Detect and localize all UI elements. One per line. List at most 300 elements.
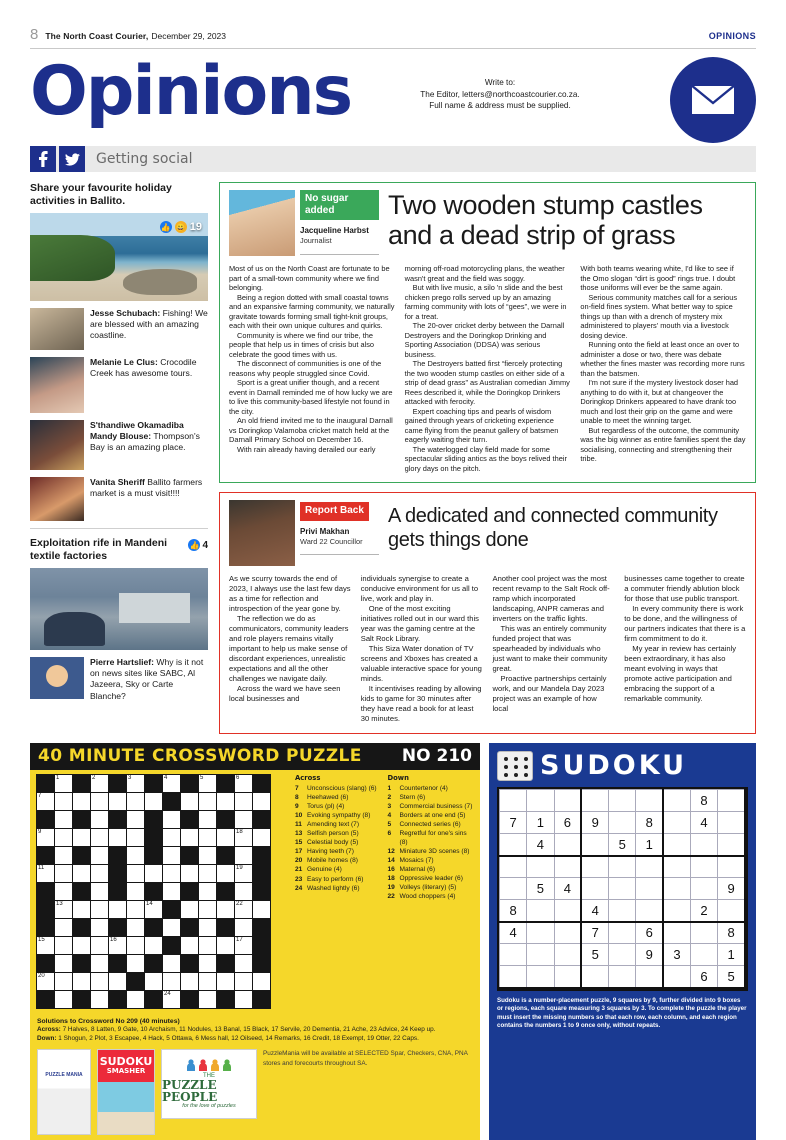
crossword-cell[interactable] — [55, 919, 73, 937]
crossword-cell[interactable] — [91, 793, 109, 811]
write-to-line2: The Editor, letters@northcoastcourier.co.za. — [420, 89, 580, 99]
crossword-body — [30, 770, 480, 1014]
paragraph: My year in review has certainly been extraordinary, it has also meant evolving in ways that promote active participation and embracing the support of a remarkable community. — [624, 644, 737, 703]
crossword-cell[interactable] — [235, 973, 253, 991]
crossword-cell[interactable] — [145, 973, 163, 991]
crossword-cell[interactable] — [127, 793, 145, 811]
crossword-cell[interactable] — [235, 793, 253, 811]
sudoku-empty-cell[interactable] — [690, 834, 717, 856]
sudoku-empty-cell[interactable] — [718, 790, 745, 812]
crossword-cell[interactable] — [163, 991, 181, 1009]
crossword-cell[interactable] — [199, 883, 217, 901]
sudoku-empty-cell[interactable] — [500, 834, 527, 856]
crossword-cell[interactable] — [163, 973, 181, 991]
crossword-cell[interactable] — [127, 865, 145, 883]
paragraph: In every community there is work to be done, and the willingness of our partners indicates that there is a firm commitment to do it. — [624, 604, 746, 643]
write-to-line3: Full name & address must be supplied. — [429, 101, 571, 110]
crossword-cell[interactable] — [55, 973, 73, 991]
crossword-block — [145, 955, 163, 973]
crossword-row — [37, 865, 271, 883]
author-photo — [229, 190, 295, 256]
crossword-grid[interactable] — [36, 774, 288, 1009]
crossword-cell[interactable] — [217, 937, 235, 955]
crossword-cell[interactable] — [109, 829, 127, 847]
sudoku-empty-cell[interactable] — [663, 900, 690, 922]
author-role: Ward 22 Councillor — [300, 536, 363, 546]
crossword-cell[interactable] — [109, 901, 127, 919]
sudoku-empty-cell[interactable] — [636, 856, 663, 878]
sudoku-empty-cell[interactable] — [609, 922, 636, 944]
crossword-cell[interactable] — [145, 937, 163, 955]
sudoku-empty-cell[interactable] — [500, 790, 527, 812]
crossword-cell[interactable] — [55, 955, 73, 973]
paragraph: It incentivises reading by allowing kids to game for 30 minutes after they have read a book for at least 30 minutes. — [360, 684, 482, 723]
sudoku-row — [500, 812, 746, 834]
crossword-cell[interactable] — [145, 865, 163, 883]
sudoku-empty-cell[interactable] — [609, 878, 636, 900]
clue-item — [388, 857, 475, 866]
crossword-number: NO 210 — [401, 746, 472, 766]
sudoku-empty-cell[interactable] — [690, 944, 717, 966]
crossword-cell[interactable] — [163, 919, 181, 937]
crossword-cell[interactable] — [127, 847, 145, 865]
sudoku-empty-cell[interactable] — [663, 812, 690, 834]
sidebar-heading-row — [30, 182, 208, 208]
facebook-icon[interactable] — [30, 146, 56, 172]
crossword-cell[interactable] — [55, 883, 73, 901]
sudoku-given-cell: 5 — [581, 944, 608, 966]
crossword-cell[interactable] — [235, 955, 253, 973]
sidebar-heading: Share your favourite holiday activities in Ballito. — [30, 182, 172, 207]
clue-number: 7 — [295, 784, 299, 792]
clue-item — [295, 885, 382, 894]
section-label: OPINIONS — [708, 31, 756, 41]
crossword-cell[interactable] — [235, 829, 253, 847]
sudoku-empty-cell[interactable] — [636, 790, 663, 812]
sudoku-empty-cell[interactable] — [663, 790, 690, 812]
puzzle-people-logo[interactable] — [161, 1049, 257, 1119]
cell-number: 17 — [236, 937, 243, 943]
crossword-cell[interactable] — [181, 937, 199, 955]
byline-text — [300, 190, 379, 256]
crossword-cell[interactable] — [235, 937, 253, 955]
crossword-cell[interactable] — [181, 793, 199, 811]
crossword-cell[interactable] — [127, 991, 145, 1009]
sudoku-given-cell: 1 — [636, 834, 663, 856]
crossword-cell[interactable] — [127, 811, 145, 829]
sudoku-given-cell: 4 — [500, 922, 527, 944]
crossword-block — [163, 937, 181, 955]
crossword-cell[interactable] — [91, 973, 109, 991]
comment-text — [90, 308, 208, 350]
crossword-cell[interactable] — [235, 883, 253, 901]
crossword-cell[interactable] — [73, 973, 91, 991]
sudoku-empty-cell[interactable] — [663, 922, 690, 944]
twitter-icon[interactable] — [59, 146, 85, 172]
crossword-block — [217, 775, 235, 793]
crossword-cell[interactable] — [55, 937, 73, 955]
paragraph: This was an entirely community funded project that was spearheaded by individuals who just want to make their community great. — [492, 624, 608, 673]
crossword-cell[interactable] — [217, 829, 235, 847]
cell-number: 11 — [38, 865, 45, 871]
clue-item — [295, 803, 382, 812]
crossword-cell[interactable] — [91, 847, 109, 865]
clue-item — [295, 812, 382, 821]
paragraph: The waterlogged clay field made for some spectacular sliding antics as the boys relived their glory days on the pitch. — [404, 444, 567, 473]
crossword-block — [253, 955, 271, 973]
clue-text: Miniature 3D scenes (8) — [399, 847, 470, 855]
sudoku-empty-cell[interactable] — [554, 790, 581, 812]
down-clues — [388, 774, 475, 1009]
crossword-cell[interactable] — [163, 829, 181, 847]
crossword-cell[interactable] — [199, 793, 217, 811]
crossword-cell[interactable] — [127, 919, 145, 937]
crossword-cell[interactable] — [199, 955, 217, 973]
sudoku-row — [500, 834, 746, 856]
sudoku-empty-cell[interactable] — [718, 900, 745, 922]
crossword-cell[interactable] — [55, 901, 73, 919]
crossword-cell[interactable] — [37, 865, 55, 883]
sudoku-empty-cell[interactable] — [718, 856, 745, 878]
crossword-cell[interactable] — [199, 991, 217, 1009]
crossword-cell[interactable] — [235, 901, 253, 919]
crossword-cell[interactable] — [181, 865, 199, 883]
crossword-cell[interactable] — [73, 865, 91, 883]
sudoku-empty-cell[interactable] — [636, 900, 663, 922]
sudoku-instructions: Sudoku is a number-placement puzzle, 9 squares by 9, further divided into 9 boxes or regions, each square measuring 3 squares by 3. To complete the puzzle the player must insert the missing numbers so that each row, each column, and each region contains the numbers 1 to 9 once only, without repeats. — [497, 996, 747, 1030]
paragraph: morning off-road motorcycling plans, the weather wasn't great and the field was soggy. — [404, 264, 565, 283]
sudoku-grid[interactable] — [497, 787, 748, 991]
crossword-cell[interactable] — [181, 829, 199, 847]
crossword-cell[interactable] — [163, 811, 181, 829]
crossword-block — [145, 991, 163, 1009]
crossword-cell[interactable] — [55, 847, 73, 865]
sudoku-empty-cell[interactable] — [500, 878, 527, 900]
sudoku-empty-cell[interactable] — [609, 856, 636, 878]
sudoku-smasher-bottom: SMASHER — [106, 1067, 146, 1076]
crossword-cell[interactable] — [163, 955, 181, 973]
sudoku-given-cell: 1 — [527, 812, 554, 834]
sudoku-empty-cell[interactable] — [527, 944, 554, 966]
crossword-cell[interactable] — [235, 919, 253, 937]
sudoku-empty-cell[interactable] — [718, 834, 745, 856]
crossword-cell[interactable] — [37, 793, 55, 811]
clue-text: Countertenor (4) — [399, 784, 448, 792]
clue-item — [295, 876, 382, 885]
paragraph: Another cool project was the most recent revamp to the Salt Rock off-ramp which incorporated landscaping, ANPR cameras and inverters on the traffic lights. — [492, 574, 610, 623]
crossword-cell[interactable] — [253, 973, 271, 991]
sudoku-empty-cell[interactable] — [718, 812, 745, 834]
crossword-cell[interactable] — [217, 793, 235, 811]
crossword-cell[interactable] — [163, 847, 181, 865]
sudoku-empty-cell[interactable] — [527, 856, 554, 878]
clue-number: 13 — [295, 830, 303, 838]
puzzle-mania-label: PUZZLE MANIA — [45, 1072, 83, 1079]
crossword-cell[interactable] — [199, 847, 217, 865]
crossword-solutions — [30, 1014, 480, 1049]
publication-date: December 29, 2023 — [151, 31, 227, 41]
crossword-cell[interactable] — [199, 829, 217, 847]
crossword-cell[interactable] — [145, 901, 163, 919]
sudoku-empty-cell[interactable] — [690, 922, 717, 944]
crossword-cell[interactable] — [73, 793, 91, 811]
crossword-block — [109, 865, 127, 883]
sudoku-empty-cell[interactable] — [663, 966, 690, 988]
sudoku-empty-cell[interactable] — [663, 834, 690, 856]
article-header — [229, 500, 746, 566]
crossword-block — [253, 847, 271, 865]
crossword-cell[interactable] — [91, 937, 109, 955]
clue-item — [388, 803, 475, 812]
article-column — [361, 574, 483, 724]
clue-number: 5 — [387, 820, 392, 828]
crossword-cell[interactable] — [91, 775, 109, 793]
puzzle-mania-cover[interactable] — [37, 1049, 91, 1135]
author-role: Journalist — [300, 236, 332, 245]
crossword-cell[interactable] — [127, 901, 145, 919]
crossword-cell[interactable] — [73, 937, 91, 955]
crossword-row — [37, 775, 271, 793]
article-kicker: Report Back — [300, 502, 369, 521]
clue-text: Volleys (literary) (5) — [399, 884, 457, 892]
sudoku-empty-cell[interactable] — [581, 834, 608, 856]
crossword-row — [37, 901, 271, 919]
crossword-cell[interactable] — [217, 973, 235, 991]
page-folio: 8 — [30, 26, 39, 43]
sudoku-empty-cell[interactable] — [609, 812, 636, 834]
crossword-cell[interactable] — [163, 865, 181, 883]
crossword-row — [37, 937, 271, 955]
crossword-block — [145, 829, 163, 847]
page-body — [30, 182, 756, 734]
crossword-cell[interactable] — [217, 901, 235, 919]
sudoku-empty-cell[interactable] — [690, 856, 717, 878]
crossword-cell[interactable] — [163, 883, 181, 901]
paragraph: Community is where we find our tribe, the people that help us in times of crisis but also celebrate the good times with us. — [229, 330, 375, 359]
crossword-cell[interactable] — [55, 865, 73, 883]
crossword-cell[interactable] — [55, 793, 73, 811]
clue-text: Commercial business (7) — [399, 802, 473, 810]
puzzle-people-the: THE — [203, 1073, 215, 1080]
clue-text: Heehawed (6) — [307, 793, 349, 801]
masthead — [30, 49, 756, 144]
sudoku-given-cell: 5 — [718, 966, 745, 988]
sudoku-given-cell: 8 — [718, 922, 745, 944]
cell-number: 2 — [92, 775, 96, 781]
sudoku-given-cell: 8 — [690, 790, 717, 812]
crossword-cell[interactable] — [55, 829, 73, 847]
crossword-block — [217, 991, 235, 1009]
clue-item — [388, 875, 475, 884]
crossword-cell[interactable] — [91, 901, 109, 919]
crossword-block — [217, 919, 235, 937]
ballito-coastline-photo — [30, 213, 208, 301]
author-name: Privi Makhan — [300, 526, 350, 536]
clue-item — [388, 830, 475, 847]
sudoku-empty-cell[interactable] — [527, 966, 554, 988]
crossword-cell[interactable] — [91, 811, 109, 829]
crossword-cell[interactable] — [73, 829, 91, 847]
cell-number: 16 — [110, 937, 117, 943]
article-kicker: No sugar added — [300, 190, 379, 220]
crossword-cell[interactable] — [91, 955, 109, 973]
crossword-cell[interactable] — [91, 865, 109, 883]
puzzle-people-name: PUZZLE PEOPLE — [162, 1078, 218, 1105]
crossword-cell[interactable] — [235, 865, 253, 883]
sudoku-empty-cell[interactable] — [554, 856, 581, 878]
crossword-cell[interactable] — [199, 775, 217, 793]
crossword-cell[interactable] — [109, 973, 127, 991]
sudoku-row — [500, 790, 746, 812]
crossword-cell[interactable] — [199, 901, 217, 919]
crossword-cell[interactable] — [37, 829, 55, 847]
sudoku-empty-cell[interactable] — [527, 922, 554, 944]
sudoku-row — [500, 878, 746, 900]
crossword-cell[interactable] — [253, 829, 271, 847]
sudoku-empty-cell[interactable] — [609, 944, 636, 966]
dice-icon — [497, 751, 533, 781]
clue-text: Borders at one end (5) — [399, 811, 466, 819]
sudoku-empty-cell[interactable] — [663, 878, 690, 900]
page-title: Opinions — [30, 52, 352, 131]
clue-text: Stern (6) — [399, 793, 426, 801]
article-column — [493, 574, 615, 724]
sudoku-empty-cell[interactable] — [500, 966, 527, 988]
sudoku-empty-cell[interactable] — [527, 900, 554, 922]
sudoku-smasher-cover[interactable] — [97, 1049, 155, 1135]
sudoku-empty-cell[interactable] — [609, 900, 636, 922]
clue-item — [295, 839, 382, 848]
sudoku-empty-cell[interactable] — [527, 790, 554, 812]
crossword-cell[interactable] — [73, 901, 91, 919]
clue-item — [388, 884, 475, 893]
sudoku-empty-cell[interactable] — [554, 966, 581, 988]
crossword-block — [145, 883, 163, 901]
clue-text: Genuine (4) — [307, 866, 342, 874]
crossword-cell[interactable] — [253, 901, 271, 919]
crossword-cell[interactable] — [181, 901, 199, 919]
crossword-block — [181, 775, 199, 793]
crossword-block — [109, 847, 127, 865]
cell-number: 7 — [38, 793, 42, 799]
paragraph: Being a region dotted with small coastal towns and an expansive farming community, we naturally gravitate towards forming small tight-knit groups, each with their own unique cultures and quirks. — [229, 292, 395, 330]
crossword-cell[interactable] — [199, 937, 217, 955]
paragraph: Sport is a great unifier though, and a recent event in Darnall reminded me of how lucky we are to live this community-based lifestyle not found in the city. — [229, 378, 393, 416]
paragraph: Running onto the field at least once an over to administer a dose or two, there was debate whether the fines master was recording more runs than the batsmen. — [580, 340, 745, 378]
crossword-cell[interactable] — [127, 955, 145, 973]
crossword-cell[interactable] — [235, 811, 253, 829]
cell-number: 1 — [56, 775, 60, 781]
crossword-cell[interactable] — [37, 937, 55, 955]
crossword-cell[interactable] — [199, 865, 217, 883]
crossword-block — [37, 901, 55, 919]
sudoku-empty-cell[interactable] — [690, 878, 717, 900]
sudoku-empty-cell[interactable] — [609, 790, 636, 812]
crossword-cell[interactable] — [55, 991, 73, 1009]
sudoku-empty-cell[interactable] — [554, 944, 581, 966]
clue-number: 1 — [387, 784, 392, 792]
byline-box — [229, 190, 379, 256]
people-icons — [186, 1059, 232, 1071]
sudoku-empty-cell[interactable] — [500, 856, 527, 878]
sudoku-empty-cell[interactable] — [636, 878, 663, 900]
sudoku-empty-cell[interactable] — [636, 966, 663, 988]
crossword-block — [109, 919, 127, 937]
sudoku-empty-cell[interactable] — [554, 922, 581, 944]
sudoku-empty-cell[interactable] — [500, 944, 527, 966]
sudoku-empty-cell[interactable] — [581, 856, 608, 878]
crossword-cell[interactable] — [109, 793, 127, 811]
crossword-cell[interactable] — [181, 973, 199, 991]
crossword-cell[interactable] — [199, 919, 217, 937]
crossword-block — [163, 901, 181, 919]
sudoku-empty-cell[interactable] — [663, 856, 690, 878]
article-column — [624, 574, 746, 724]
crossword-cell[interactable] — [127, 829, 145, 847]
comment-body: Why is it not on news sites like SABC, Al Jazeera, Sky or Carte Blanche? — [90, 657, 204, 701]
clue-number: 2 — [387, 793, 392, 801]
crossword-block — [145, 919, 163, 937]
paragraph: Serious community matches call for a serious on-field fines system. What better way to spice things up than with a drench of mystery mix administered to players' mouth via a livestock dosing device. — [580, 292, 738, 340]
sudoku-empty-cell[interactable] — [554, 900, 581, 922]
paragraph: individuals synergise to create a conducive environment for us all to live, work and play in. — [360, 574, 479, 603]
crossword-cell[interactable] — [109, 937, 127, 955]
crossword-cell[interactable] — [91, 829, 109, 847]
crossword-cell[interactable] — [55, 811, 73, 829]
crossword-puzzle — [30, 743, 480, 1140]
comment-text — [90, 357, 208, 413]
comment-text — [90, 657, 208, 702]
paragraph: Across the ward we have seen local businesses and — [229, 684, 341, 703]
crossword-cell[interactable] — [91, 883, 109, 901]
crossword-cell[interactable] — [199, 973, 217, 991]
sudoku-empty-cell[interactable] — [581, 790, 608, 812]
sudoku-given-cell: 6 — [554, 812, 581, 834]
crossword-cell[interactable] — [163, 775, 181, 793]
crossword-cell[interactable] — [199, 811, 217, 829]
crossword-cell[interactable] — [37, 973, 55, 991]
crossword-cell[interactable] — [91, 991, 109, 1009]
cell-number: 6 — [236, 775, 240, 781]
haha-icon: 😀 — [175, 222, 186, 232]
clue-number: 14 — [387, 856, 395, 864]
crossword-cell[interactable] — [145, 793, 163, 811]
sudoku-empty-cell[interactable] — [581, 966, 608, 988]
cell-number: 13 — [56, 901, 63, 907]
sudoku-empty-cell[interactable] — [609, 966, 636, 988]
sudoku-empty-cell[interactable] — [554, 834, 581, 856]
crossword-cell[interactable] — [55, 775, 73, 793]
crossword-cell[interactable] — [235, 991, 253, 1009]
crossword-row — [37, 883, 271, 901]
paragraph: Expert coaching tips and pearls of wisdom gained through years of cricketing experience came flying from the peanut gallery of batsmen eagerly waiting their turn. — [404, 406, 559, 444]
sudoku-given-cell: 9 — [581, 812, 608, 834]
crossword-cell[interactable] — [91, 919, 109, 937]
crossword-cell[interactable] — [127, 937, 145, 955]
crossword-cell[interactable] — [253, 793, 271, 811]
crossword-block — [37, 883, 55, 901]
crossword-cell[interactable] — [127, 883, 145, 901]
crossword-cell[interactable] — [235, 775, 253, 793]
crossword-cell[interactable] — [127, 775, 145, 793]
clue-text: Regretful for one's sins (8) — [399, 830, 467, 846]
clue-item — [388, 821, 475, 830]
sudoku-empty-cell[interactable] — [581, 878, 608, 900]
crossword-block — [253, 775, 271, 793]
cell-number: 3 — [128, 775, 132, 781]
crossword-cell[interactable] — [235, 847, 253, 865]
crossword-cell[interactable] — [217, 865, 235, 883]
